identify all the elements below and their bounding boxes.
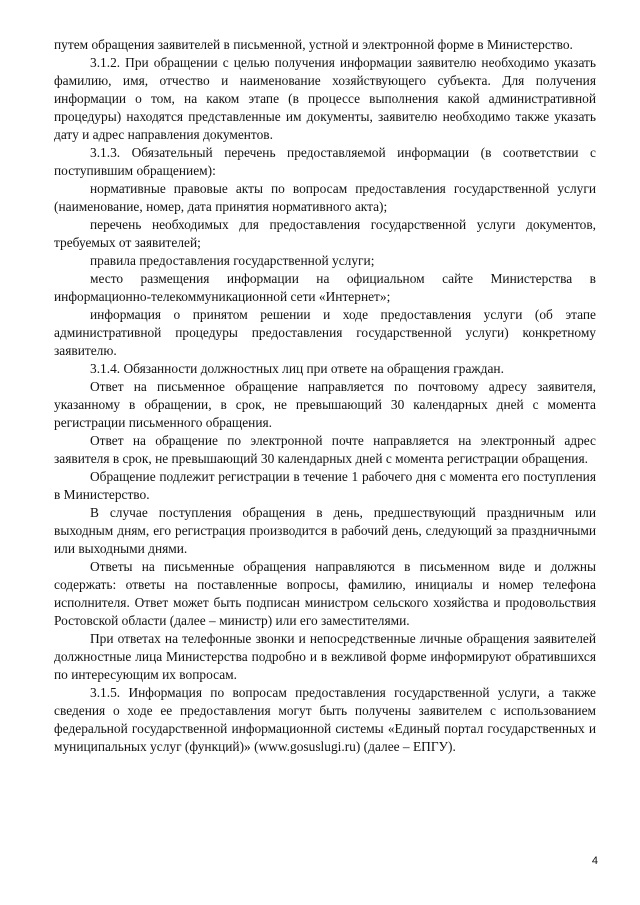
paragraph: При ответах на телефонные звонки и непосредственные личные обращения заявителей должностные лица Министерства подробно и в вежливой форме информируют обратившихся по интересующим их вопросам. — [54, 631, 596, 682]
paragraph: В случае поступления обращения в день, предшествующий праздничным или выходным дням, его регистрация производится в рабочий день, следующий за праздничными или выходными днями. — [54, 505, 596, 556]
page-number: 4 — [591, 855, 598, 867]
paragraph: 3.1.2. При обращении с целью получения информации заявителю необходимо указать фамилию, имя, отчество и наименование хозяйствующего субъекта. Для получения информации о том, на каком этапе (в процессе выполнения какой административной процедуры) находятся представленные им документы, заявителю необходимо также указать дату и адрес направления документов. — [54, 55, 596, 142]
paragraph: правила предоставления государственной услуги; — [90, 253, 375, 268]
paragraph: путем обращения заявителей в письменной, устной и электронной форме в Министерство. — [54, 37, 573, 52]
paragraph: место размещения информации на официальном сайте Министерства в информационно-телекоммуникационной сети «Интернет»; — [54, 271, 596, 304]
paragraph: 3.1.5. Информация по вопросам предоставления государственной услуги, а также сведения о ходе ее предоставления могут быть получены заявителем с использованием федеральной государственной информационной системы «Единый портал государственных и муниципальных услуг (функций)» (www.gosuslugi.ru) (далее – ЕПГУ). — [54, 685, 596, 754]
paragraph: Ответ на письменное обращение направляется по почтовому адресу заявителя, указанному в обращении, в срок, не превышающий 30 календарных дней с момента регистрации письменного обращения. — [54, 379, 596, 430]
paragraph: 3.1.4. Обязанности должностных лиц при ответе на обращения граждан. — [90, 361, 504, 376]
paragraph: перечень необходимых для предоставления государственной услуги документов, требуемых от заявителей; — [54, 217, 596, 250]
paragraph: 3.1.3. Обязательный перечень предоставляемой информации (в соответствии с поступившим обращением): — [54, 145, 596, 178]
paragraph: нормативные правовые акты по вопросам предоставления государственной услуги (наименование, номер, дата принятия нормативного акта); — [54, 181, 596, 214]
document-body — [54, 36, 596, 756]
paragraph: Ответы на письменные обращения направляются в письменном виде и должны содержать: ответы на поставленные вопросы, фамилию, инициалы и номер телефона исполнителя. Ответ может быть подписан министром сельского хозяйства и продовольствия Ростовской области (далее – министр) или его заместителями. — [54, 559, 596, 628]
paragraph: Обращение подлежит регистрации в течение 1 рабочего дня с момента его поступления в Министерство. — [54, 469, 596, 502]
paragraph: Ответ на обращение по электронной почте направляется на электронный адрес заявителя в срок, не превышающий 30 календарных дней с момента регистрации обращения. — [54, 433, 596, 466]
paragraph: информация о принятом решении и ходе предоставления услуги (об этапе административной процедуры предоставления государственной услуги) конкретному заявителю. — [54, 307, 596, 358]
